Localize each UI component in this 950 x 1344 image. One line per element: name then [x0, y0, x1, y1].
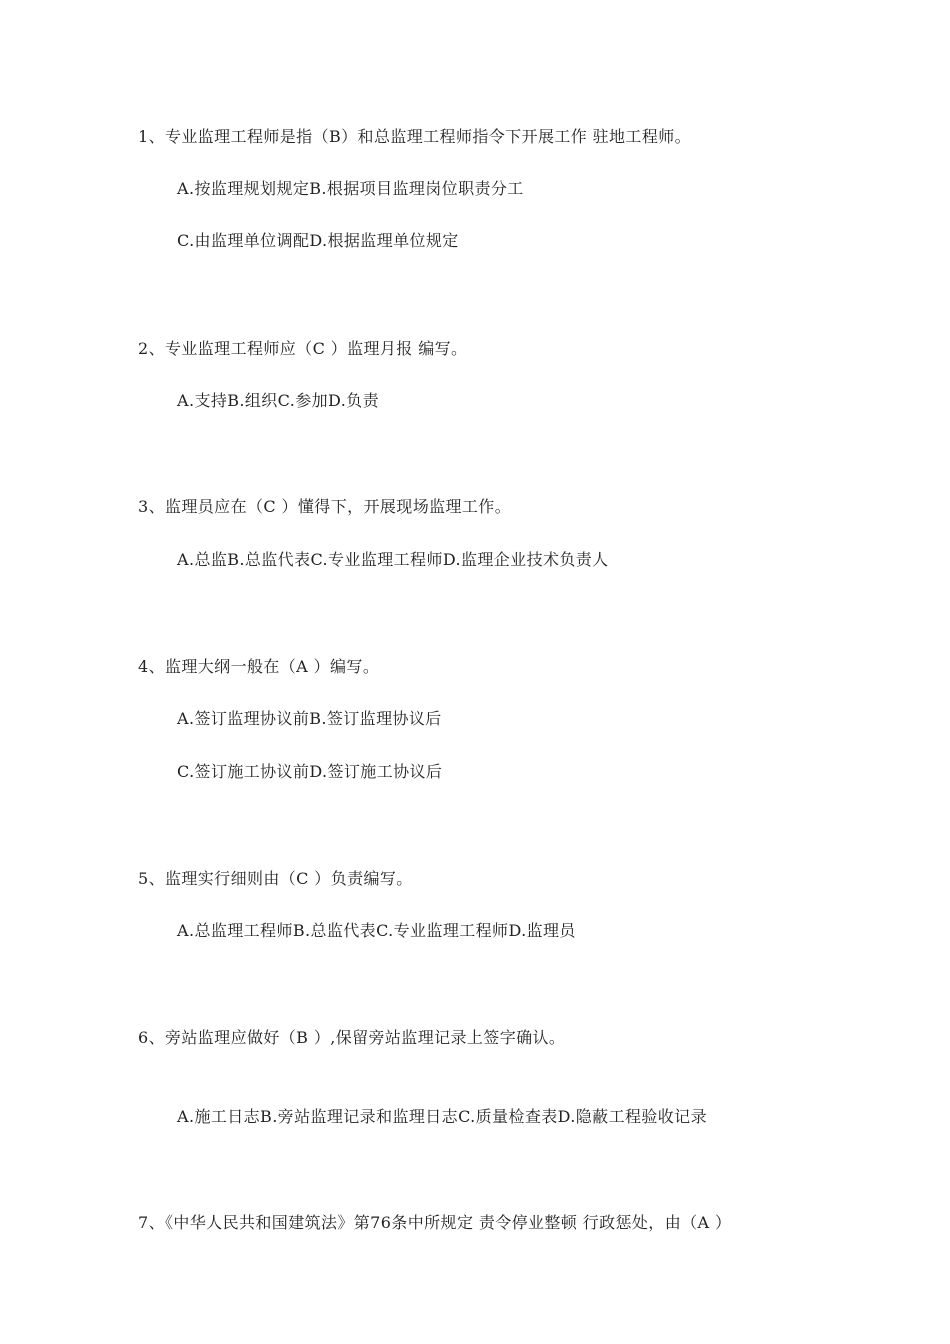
question-5-options: A.总监理工程师B.总监代表C.专业监理工程师D.监理员 [177, 921, 576, 940]
question-4-options-line-2: C.签订施工协议前D.签订施工协议后 [177, 762, 443, 781]
question-1-options-line-2: C.由监理单位调配D.根据监理单位规定 [177, 231, 459, 250]
question-1-stem: 1、专业监理工程师是指（B）和总监理工程师指令下开展工作 驻地工程师。 [138, 127, 692, 146]
question-7-stem: 7、《中华人民共和国建筑法》第76条中所规定 责令停业整顿 行政惩处，由（A ） [138, 1213, 732, 1232]
question-1-options-line-1: A.按监理规划规定B.根据项目监理岗位职责分工 [177, 179, 524, 198]
question-3-stem: 3、监理员应在（C ）懂得下，开展现场监理工作。 [138, 497, 512, 516]
question-2-stem: 2、专业监理工程师应（C ）监理月报 编写。 [138, 339, 468, 358]
question-6-stem: 6、旁站监理应做好（B ）,保留旁站监理记录上签字确认。 [138, 1028, 566, 1047]
question-2-options: A.支持B.组织C.参加D.负责 [177, 391, 379, 410]
question-4-options-line-1: A.签订监理协议前B.签订监理协议后 [177, 709, 442, 728]
question-6-options: A.施工日志B.旁站监理记录和监理日志C.质量检查表D.隐蔽工程验收记录 [177, 1107, 707, 1126]
question-5-stem: 5、监理实行细则由（C ）负责编写。 [138, 869, 413, 888]
question-4-stem: 4、监理大纲一般在（A ）编写。 [138, 657, 380, 676]
question-3-options: A.总监B.总监代表C.专业监理工程师D.监理企业技术负责人 [177, 550, 609, 569]
